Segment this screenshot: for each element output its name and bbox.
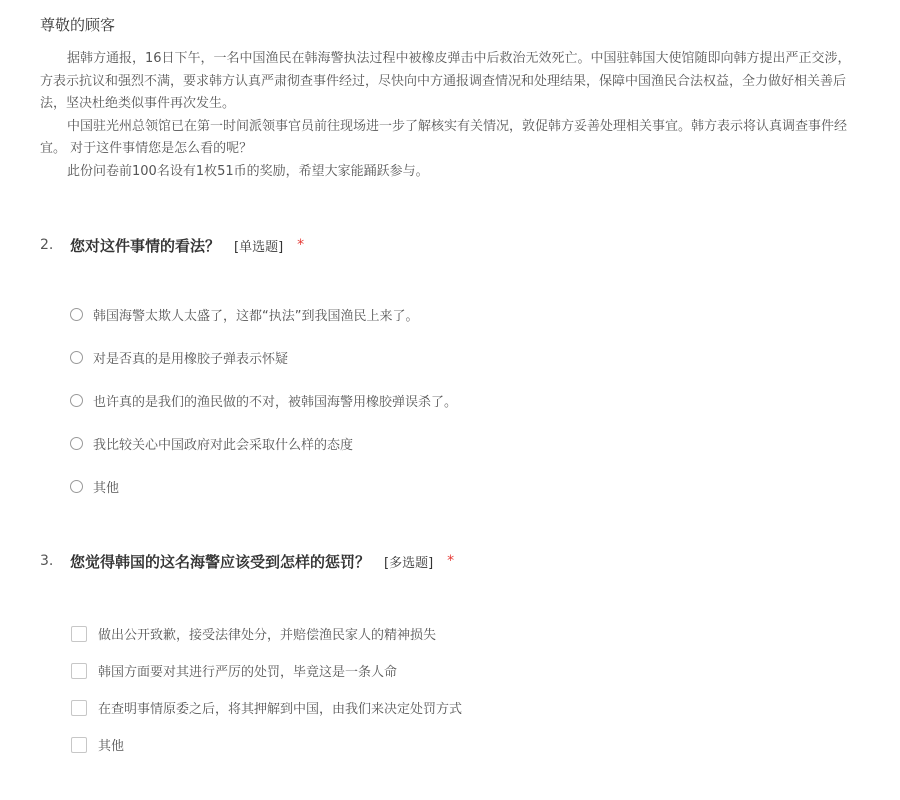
required-mark: * — [297, 237, 305, 253]
intro-line: 中国驻光州总领馆已在第一时间派领事官员前往现场进一步了解核实有关情况，敦促韩方妥善处理相关事宜。韩方表示将认真调查事件经 — [67, 118, 848, 134]
radio-option[interactable] — [70, 348, 288, 367]
checkbox[interactable] — [71, 737, 87, 753]
question-number: 2. — [40, 237, 54, 253]
question-2 — [40, 233, 304, 257]
greeting: 尊敬的顾客 — [40, 16, 116, 34]
checkbox-option[interactable] — [71, 661, 397, 680]
option-label[interactable]: 韩国方面要对其进行严厉的处罚，毕竟这是一条人命 — [98, 665, 398, 680]
checkbox[interactable] — [71, 663, 87, 679]
radio-button[interactable] — [70, 394, 83, 407]
intro-line: 方表示抗议和强烈不满，要求韩方认真严肃彻查事件经过，尽快向中方通报调查情况和处理结果，保障中国渔民合法权益，全力做好相关善后 — [40, 73, 847, 89]
checkbox[interactable] — [71, 700, 87, 716]
checkbox-option[interactable] — [71, 624, 436, 643]
intro-text — [40, 48, 900, 183]
option-label[interactable]: 韩国海警太欺人太盛了，这都“执法”到我国渔民上来了。 — [93, 309, 419, 324]
option-label[interactable]: 我比较关心中国政府对此会采取什么样的态度 — [93, 438, 354, 453]
radio-button[interactable] — [70, 480, 83, 493]
option-label[interactable]: 其他 — [93, 481, 120, 496]
question-type-badge: [单选题] — [234, 239, 284, 255]
question-title — [40, 549, 454, 573]
question-title — [40, 233, 304, 257]
option-label[interactable]: 其他 — [98, 739, 125, 754]
checkbox[interactable] — [71, 626, 87, 642]
option-label[interactable]: 也许真的是我们的渔民做的不对，被韩国海警用橡胶弹误杀了。 — [93, 395, 458, 410]
intro-line: 法，坚决杜绝类似事件再次发生。 — [40, 96, 236, 111]
question-text: 您对这件事情的看法？ — [70, 236, 221, 255]
radio-button[interactable] — [70, 437, 83, 450]
required-mark: * — [447, 553, 455, 569]
question-3 — [40, 549, 454, 573]
checkbox-option[interactable] — [71, 698, 462, 717]
option-label[interactable]: 在查明事情原委之后，将其押解到中国，由我们来决定处罚方式 — [98, 702, 463, 717]
option-label[interactable]: 做出公开致歉，接受法律处分，并赔偿渔民家人的精神损失 — [98, 628, 437, 643]
intro-line: 此份问卷前100名设有1枚51币的奖励，希望大家能踊跃参与。 — [67, 163, 429, 179]
radio-button[interactable] — [70, 351, 83, 364]
radio-button[interactable] — [70, 308, 83, 321]
intro-line: 宜。 对于这件事情您是怎么看的呢？ — [40, 141, 253, 156]
radio-option[interactable] — [70, 305, 418, 324]
radio-option[interactable] — [70, 477, 119, 496]
radio-option[interactable] — [70, 434, 353, 453]
intro-line: 据韩方通报，16日下午，一名中国渔民在韩海警执法过程中被橡皮弹击中后救治无效死亡。中国驻韩国大使馆随即向韩方提出严正交涉， — [67, 51, 851, 66]
question-type-badge: [多选题] — [384, 555, 434, 571]
question-number: 3. — [40, 553, 54, 569]
checkbox-option[interactable] — [71, 735, 124, 754]
question-text: 您觉得韩国的这名海警应该受到怎样的惩罚？ — [70, 552, 371, 571]
radio-option[interactable] — [70, 391, 457, 410]
option-label[interactable]: 对是否真的是用橡胶子弹表示怀疑 — [93, 352, 289, 367]
